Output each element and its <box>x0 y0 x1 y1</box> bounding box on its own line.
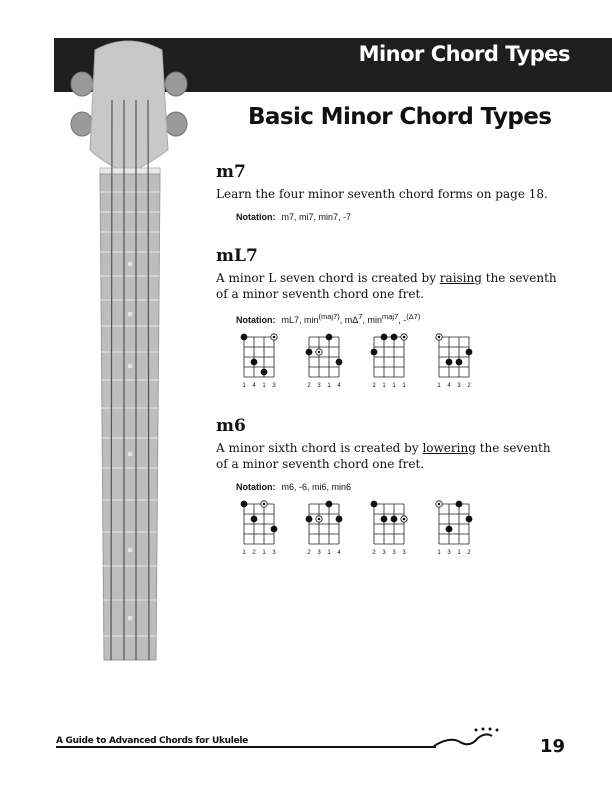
finger-numbers <box>436 550 472 556</box>
chord-diagrams <box>216 331 566 401</box>
finger-numbers <box>306 550 342 556</box>
notation-line <box>236 212 566 222</box>
finger-numbers <box>241 383 277 389</box>
chord-grid <box>433 331 475 381</box>
text-part: the seventh of a minor seventh chord one fret. <box>216 271 557 301</box>
finger-number: 1 <box>327 383 331 389</box>
notation-line <box>236 482 566 492</box>
finger-dot <box>326 334 332 340</box>
finger-number: 4 <box>252 383 256 389</box>
finger-dot <box>241 334 247 340</box>
notation-sup: (maj7) <box>318 312 340 321</box>
finger-number: 3 <box>317 550 321 556</box>
chord-grid <box>368 331 410 381</box>
finger-dot <box>271 526 277 532</box>
finger-number: 1 <box>382 383 386 389</box>
finger-number: 2 <box>372 550 376 556</box>
section-title: Minor Chord Types <box>358 42 570 66</box>
finger-dot <box>306 349 312 355</box>
guitar-outline-icon <box>430 724 510 752</box>
finger-number: 3 <box>272 383 276 389</box>
finger-number: 2 <box>372 383 376 389</box>
finger-number: 3 <box>392 550 396 556</box>
root-dot-center <box>438 336 441 339</box>
chord-diagram <box>303 498 345 556</box>
notation-value: m7, mi7, min7, -7 <box>281 212 352 222</box>
notation-part: mL7, min <box>281 315 319 325</box>
chord-diagram <box>433 331 475 389</box>
text-part: the seventh of a minor seventh chord one fret. <box>216 441 551 471</box>
chord-diagram <box>238 331 280 389</box>
finger-number: 3 <box>402 550 406 556</box>
finger-number: 3 <box>317 383 321 389</box>
finger-number: 2 <box>467 383 471 389</box>
finger-number: 1 <box>437 550 441 556</box>
book-title: A Guide to Advanced Chords for Ukulele <box>56 736 248 746</box>
finger-dot <box>371 349 377 355</box>
finger-number: 3 <box>447 550 451 556</box>
finger-number: 3 <box>382 550 386 556</box>
finger-dot <box>446 359 452 365</box>
section-heading: m7 <box>216 162 246 182</box>
chord-diagrams <box>216 498 566 568</box>
finger-numbers <box>371 550 407 556</box>
finger-dot <box>251 516 257 522</box>
root-dot-center <box>318 351 321 354</box>
finger-number: 1 <box>262 383 266 389</box>
root-dot-center <box>263 503 266 506</box>
notation-sup: 7 <box>358 312 363 321</box>
finger-numbers <box>241 550 277 556</box>
finger-dot <box>466 516 472 522</box>
root-dot-center <box>403 518 406 521</box>
section-text <box>216 440 566 472</box>
notation-value: m6, -6, mi6, min6 <box>281 482 352 492</box>
section-text: Learn the four minor seventh chord forms on page 18. <box>216 187 548 201</box>
finger-dot <box>371 501 377 507</box>
chord-diagram <box>238 498 280 556</box>
chord-diagram <box>433 498 475 556</box>
notation-part: , mΔ <box>339 315 359 325</box>
finger-dot <box>326 501 332 507</box>
finger-number: 2 <box>307 550 311 556</box>
notation-label: Notation: <box>236 482 276 492</box>
ukulele-neck-illustration <box>0 0 200 792</box>
finger-dot <box>251 359 257 365</box>
finger-dot <box>261 369 267 375</box>
root-dot-center <box>438 503 441 506</box>
finger-number: 1 <box>242 383 246 389</box>
finger-dot <box>336 516 342 522</box>
chord-grid <box>303 331 345 381</box>
finger-number: 4 <box>337 550 341 556</box>
root-dot-center <box>273 336 276 339</box>
finger-dot <box>381 334 387 340</box>
root-dot-center <box>318 518 321 521</box>
finger-dot <box>391 334 397 340</box>
finger-number: 1 <box>242 550 246 556</box>
notation-label: Notation: <box>236 212 276 222</box>
chord-grid <box>368 498 410 548</box>
finger-dot <box>466 349 472 355</box>
finger-numbers <box>436 383 472 389</box>
finger-number: 1 <box>327 550 331 556</box>
section-heading: mL7 <box>216 246 258 266</box>
notation-label: Notation: <box>236 315 276 325</box>
notation-sup: (Δ7) <box>406 312 421 321</box>
finger-number: 1 <box>402 383 406 389</box>
section-m7 <box>216 162 566 222</box>
page-number: 19 <box>540 736 566 757</box>
finger-number: 4 <box>337 383 341 389</box>
finger-dot <box>381 516 387 522</box>
chord-grid <box>303 498 345 548</box>
section-m6 <box>216 416 566 568</box>
finger-number: 1 <box>437 383 441 389</box>
finger-dot <box>456 359 462 365</box>
chord-grid <box>433 498 475 548</box>
chord-diagram <box>368 498 410 556</box>
finger-dot <box>456 501 462 507</box>
finger-number: 3 <box>457 383 461 389</box>
finger-number: 3 <box>272 550 276 556</box>
section-mL7 <box>216 246 566 401</box>
text-emphasis: lowering <box>422 441 476 455</box>
finger-number: 2 <box>307 383 311 389</box>
section-heading: m6 <box>216 416 246 436</box>
page-title: Basic Minor Chord Types <box>248 104 552 130</box>
finger-number: 2 <box>467 550 471 556</box>
notation-sup: maj7 <box>381 312 399 321</box>
notation-part: , min <box>362 315 382 325</box>
finger-numbers <box>371 383 407 389</box>
finger-dot <box>241 501 247 507</box>
finger-dot <box>336 359 342 365</box>
text-part: A minor sixth chord is created by <box>216 441 423 455</box>
finger-number: 1 <box>392 383 396 389</box>
chord-grid <box>238 331 280 381</box>
finger-number: 1 <box>457 550 461 556</box>
footer-rule <box>56 746 436 748</box>
notation-part: , - <box>398 315 407 325</box>
finger-number: 1 <box>262 550 266 556</box>
finger-dot <box>391 516 397 522</box>
finger-dot <box>306 516 312 522</box>
text-emphasis: raising <box>439 271 482 285</box>
finger-number: 4 <box>447 383 451 389</box>
finger-dot <box>446 526 452 532</box>
notation-line <box>236 312 566 325</box>
finger-numbers <box>306 383 342 389</box>
chord-diagram <box>368 331 410 389</box>
chord-diagram <box>303 331 345 389</box>
text-part: A minor L seven chord is created by <box>216 271 440 285</box>
finger-number: 2 <box>252 550 256 556</box>
section-text <box>216 270 566 302</box>
chord-grid <box>238 498 280 548</box>
root-dot-center <box>403 336 406 339</box>
